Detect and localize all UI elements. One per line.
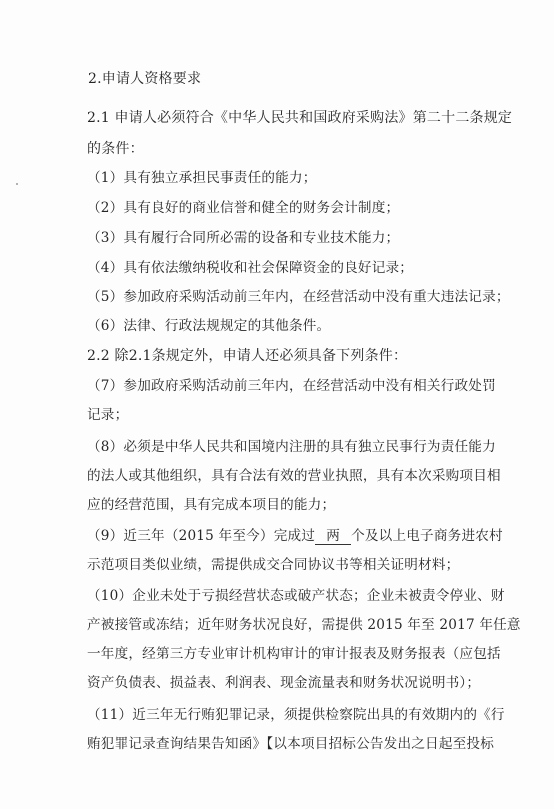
item-7-line2: 记录； [87,407,129,423]
condition-2: （2）具有良好的商业信誉和健全的财务会计制度； [87,200,400,216]
condition-5: （5）参加政府采购活动前三年内，在经营活动中没有重大违法记录； [87,289,510,305]
item-10-line4: 资产负债表、损益表、利润表、现金流量表和财务状况说明书）； [87,675,481,691]
item-8-line1: （8）必须是中华人民共和国境内注册的具有独立民事行为责任能力 [87,439,496,455]
clause-2-2: 2.2 除2.1条规定外，申请人还必须具备下列条件： [87,348,408,364]
item-7-line1: （7）参加政府采购活动前三年内，在经营活动中没有相关行政处罚 [87,378,496,394]
condition-4: （4）具有依法缴纳税收和社会保障资金的良好记录； [87,260,414,276]
clause-2-1-line2: 的条件： [87,141,144,157]
condition-6: （6）法律、行政法规规定的其他条件。 [87,318,331,334]
condition-1: （1）具有独立承担民事责任的能力； [87,170,317,186]
item-8-line3: 应的经营范围，具有完成本项目的能力； [87,497,336,513]
scan-speck [16,183,18,185]
item-10-line3: 一年度，经第三方专业审计机构审计的审计报表及财务报表（应包括 [87,646,501,662]
item-10-line2: 产被接管或冻结；近年财务状况良好，需提供 2015 年至 2017 年任意 [87,617,521,633]
condition-3: （3）具有履行合同所必需的设备和专业技术能力； [87,230,400,246]
item-11-line2: 贿犯罪记录查询结果告知函》【以本项目招标公告发出之日起至投标 [87,736,495,752]
item-9-line1 [87,527,503,545]
item-9-line2: 示范项目类似业绩，需提供成交合同协议书等相关证明材料； [87,557,460,573]
item-10-line1: （10）企业未处于亏损经营状态或破产状态；企业未被责令停业、财 [87,588,505,604]
item-9-text-before: （9）近三年（2015 年至今）完成过 [87,528,316,544]
item-9-filled-blank: 两 [315,529,351,545]
item-9-text-after: 个及以上电子商务进农村 [351,528,503,544]
clause-2-1-line1: 2.1 申请人必须符合《中华人民共和国政府采购法》第二十二条规定 [87,110,513,126]
item-11-line1: （11）近三年无行贿犯罪记录，须提供检察院出具的有效期内的《行 [87,707,505,723]
item-8-line2: 的法人或其他组织，具有合法有效的营业执照，具有本次采购项目相 [87,468,501,484]
section-title: 2.申请人资格要求 [88,71,202,87]
